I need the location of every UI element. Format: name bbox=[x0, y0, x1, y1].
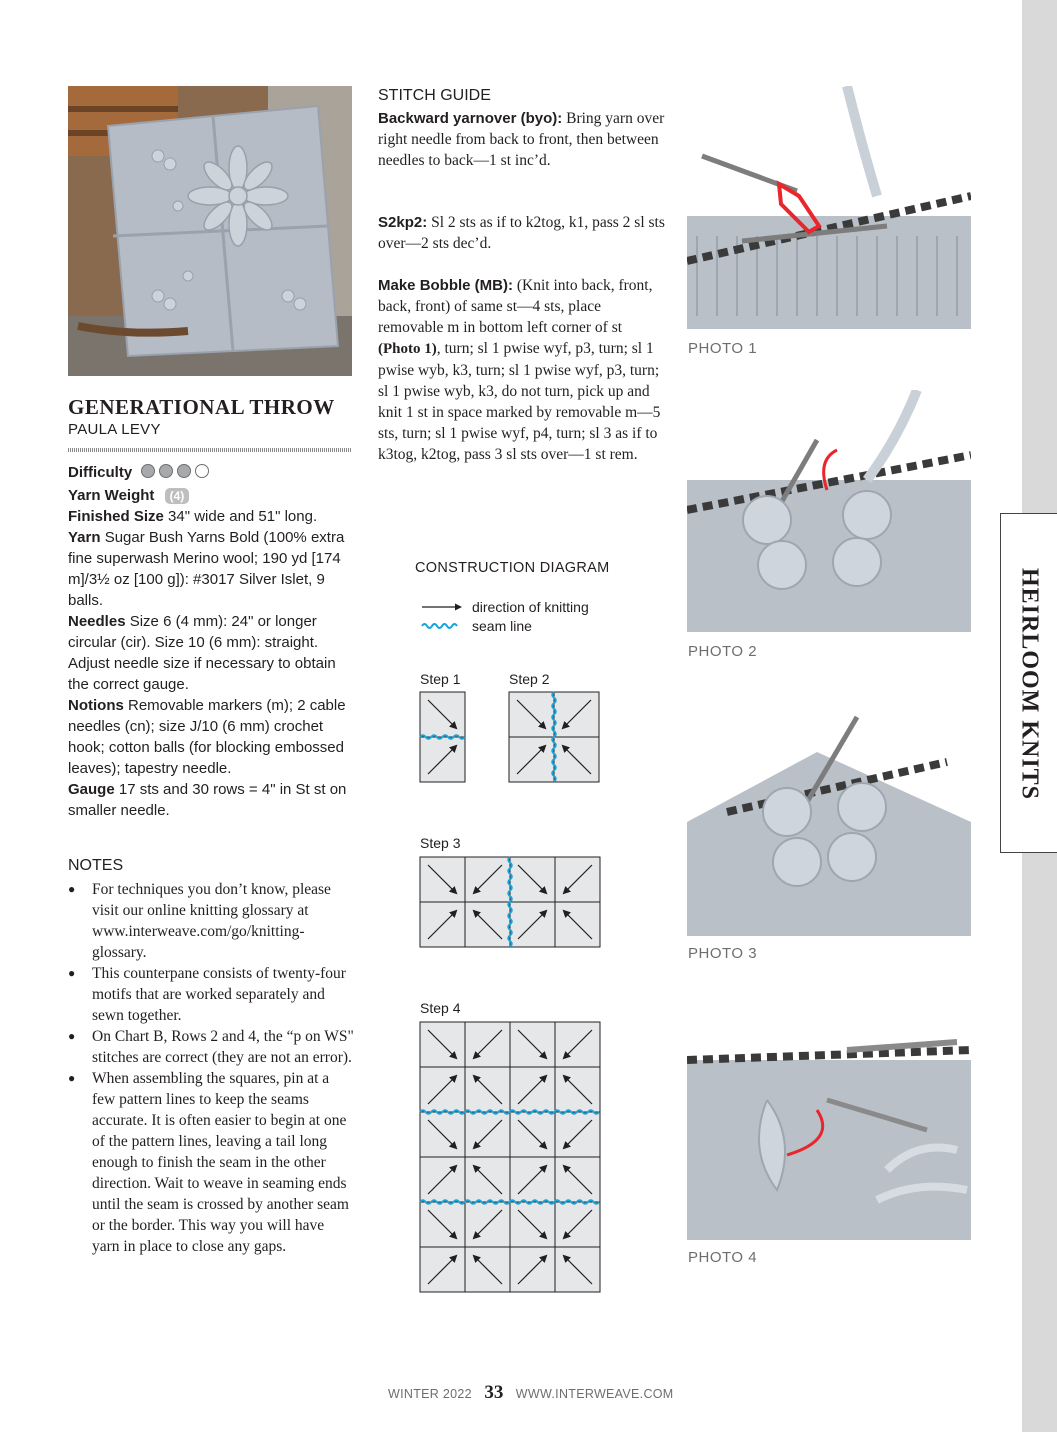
step3-label: Step 3 bbox=[420, 835, 461, 851]
step1-label: Step 1 bbox=[420, 671, 461, 687]
photo-2 bbox=[687, 390, 971, 632]
construction-diagram bbox=[418, 690, 604, 1295]
photo-1-caption: PHOTO 1 bbox=[688, 340, 758, 357]
stitch-guide-heading: STITCH GUIDE bbox=[378, 87, 491, 104]
diagram-heading: CONSTRUCTION DIAGRAM bbox=[415, 560, 610, 576]
legend-seam: seam line bbox=[472, 618, 532, 634]
needles-label: Needles bbox=[68, 613, 126, 630]
photo-3-caption: PHOTO 3 bbox=[688, 945, 758, 962]
stitch-make-bobble bbox=[378, 275, 666, 465]
section-tab bbox=[1000, 513, 1057, 853]
throw-photo bbox=[68, 86, 352, 376]
title-rule bbox=[68, 448, 352, 452]
list-item: ● This counterpane consists of twenty-four motifs that are worked separately and sewn together. bbox=[68, 963, 354, 1026]
finished-size-label: Finished Size bbox=[68, 508, 164, 525]
s2kp2-term: S2kp2: bbox=[378, 214, 428, 231]
byo-term: Backward yarnover (byo): bbox=[378, 110, 563, 127]
list-item: ● For techniques you don’t know, please visit our online knitting glossary at www.interweave.com/go/knitting-glossary. bbox=[68, 879, 354, 963]
stitch-s2kp2 bbox=[378, 212, 666, 254]
designer-name: PAULA LEVY bbox=[68, 421, 161, 438]
photo-3 bbox=[687, 712, 971, 936]
difficulty-label: Difficulty bbox=[68, 464, 133, 481]
step4-label: Step 4 bbox=[420, 1000, 461, 1016]
difficulty-dots-icon bbox=[140, 463, 214, 479]
gauge-value: 17 sts and 30 rows = 4" in St st on smaller needle. bbox=[68, 781, 347, 819]
mb-text-2: , turn; sl 1 pwise wyf, p3, turn; sl 1 pwise wyb, k3, turn; sl 1 pwise wyf, p3, turn; sl 1 pwise wyb, k3, do not turn, pick up and knit 1 st in space marked by removable m—5 sts, turn; sl 1 pwise wyf, p4, turn; sl 3 as if to k3tog, k2tog, pass 3 sl sts over—1 st rem. bbox=[378, 340, 661, 463]
page-number: 33 bbox=[484, 1382, 504, 1403]
photo-2-caption: PHOTO 2 bbox=[688, 643, 758, 660]
finished-size-value: 34" wide and 51" long. bbox=[168, 508, 318, 525]
diagram-legend-icons bbox=[420, 600, 466, 634]
yarn-weight-row bbox=[68, 485, 358, 506]
difficulty-rating bbox=[140, 463, 214, 485]
byo-text: Bring yarn over right needle from back to front, then between needles to back—1 st inc’d. bbox=[378, 110, 665, 169]
stitch-byo bbox=[378, 108, 666, 171]
photo-4-caption: PHOTO 4 bbox=[688, 1249, 758, 1266]
yarn-label: Yarn bbox=[68, 529, 101, 546]
needles-value: Size 6 (4 mm): 24" or longer circular (cir). Size 10 (6 mm): straight. Adjust needle size if necessary to obtain the correct gauge. bbox=[68, 613, 336, 693]
photo-1 bbox=[687, 86, 971, 329]
page-footer bbox=[388, 1382, 674, 1404]
footer-issue: WINTER 2022 bbox=[388, 1387, 472, 1401]
photo-4 bbox=[687, 1030, 971, 1240]
mb-term: Make Bobble (MB): bbox=[378, 277, 513, 294]
mb-text-1: (Knit into back, front, back, front) of same st—4 sts, place removable m in bottom left corner of st bbox=[378, 277, 653, 336]
footer-website: WWW.INTERWEAVE.COM bbox=[515, 1387, 674, 1401]
notes-heading: NOTES bbox=[68, 857, 124, 874]
step2-label: Step 2 bbox=[509, 671, 550, 687]
legend-direction: direction of knitting bbox=[472, 599, 589, 615]
notes-list bbox=[68, 879, 354, 1257]
yarn-value: Sugar Bush Yarns Bold (100% extra fine superwash Merino wool; 190 yd [174 m]/3½ oz [100 g]): #3017 Silver Islet, 9 balls. bbox=[68, 529, 345, 609]
yarn-weight-value: 4 bbox=[173, 489, 181, 503]
list-item: ● On Chart B, Rows 2 and 4, the “p on WS" stitches are correct (they are not an error). bbox=[68, 1026, 354, 1068]
pattern-specs bbox=[68, 462, 358, 821]
yarn-weight-icon: (4) bbox=[165, 488, 190, 504]
list-item: ● When assembling the squares, pin at a few pattern lines to keep the seams accurate. It is often easier to begin at one of the pattern lines, leaving a tail long enough to finish the seam in the other direction. Wait to weave in seaming ends until the seam is crossed by another seam or the border. This way you will have yarn in place to close any gaps. bbox=[68, 1068, 354, 1257]
gauge-label: Gauge bbox=[68, 781, 115, 798]
difficulty-row bbox=[68, 462, 358, 485]
notions-label: Notions bbox=[68, 697, 124, 714]
yarn-weight-label: Yarn Weight bbox=[68, 487, 155, 504]
notions-value: Removable markers (m); 2 cable needles (cn); size J/10 (6 mm) crochet hook; cotton balls (for blocking embossed leaves); tapestry needle. bbox=[68, 697, 346, 777]
mb-photo-ref: (Photo 1) bbox=[378, 341, 437, 357]
pattern-title: GENERATIONAL THROW bbox=[68, 395, 335, 419]
section-tab-label: HEIRLOOM KNITS bbox=[1016, 567, 1043, 801]
s2kp2-text: Sl 2 sts as if to k2tog, k1, pass 2 sl sts over—2 sts dec’d. bbox=[378, 214, 665, 252]
